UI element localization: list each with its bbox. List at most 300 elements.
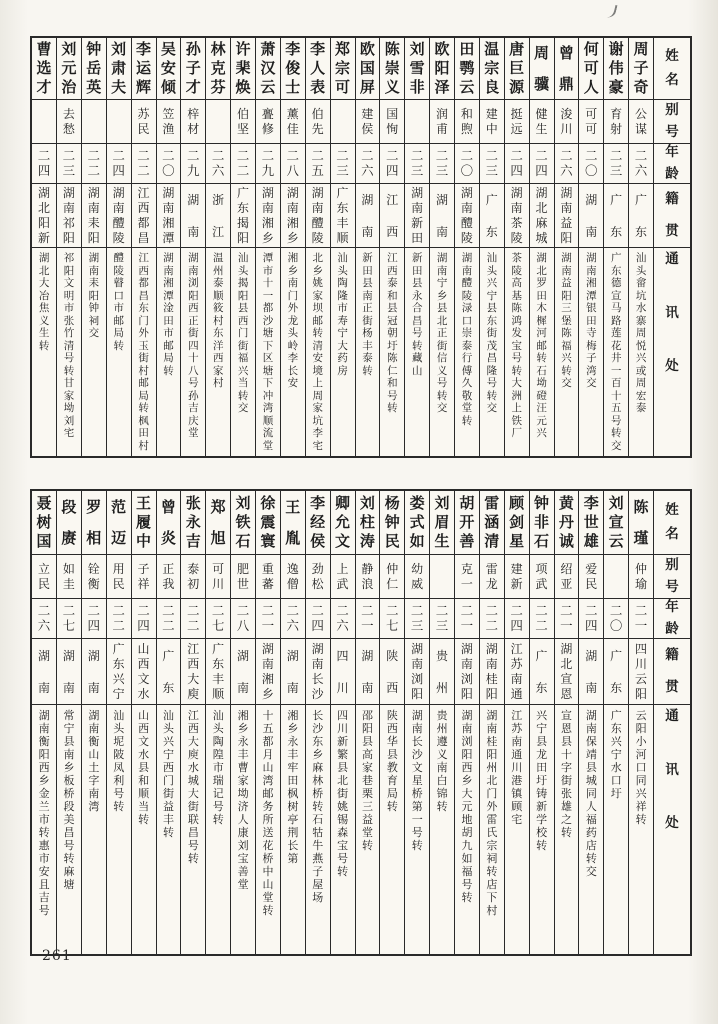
entry-column: [255, 491, 280, 954]
name-cell: 李 经 侯: [306, 491, 330, 555]
alias-cell: [604, 555, 628, 599]
entry-column: [230, 38, 255, 456]
name-cell: 曾 鼎: [555, 38, 579, 100]
age-cell: 二 二: [132, 144, 156, 184]
origin-cell: 广 东 丰 顺: [331, 184, 355, 248]
name-cell: 杨 钟 民: [380, 491, 404, 555]
origin-cell: 湖 南: [82, 639, 106, 705]
row-header-origin: 籍 贯: [654, 184, 690, 248]
age-cell: 二 三: [430, 599, 454, 639]
name-cell: 刘 眉 生: [430, 491, 454, 555]
alias-cell: 伯 坚: [231, 100, 255, 144]
entry-column: [330, 38, 355, 456]
name-cell: 唐 巨 源: [505, 38, 529, 100]
name-cell: 卿 允 文: [331, 491, 355, 555]
alias-cell: 立 民: [32, 555, 56, 599]
name-cell: 刘 宣 云: [604, 491, 628, 555]
origin-cell: 广 东 揭 阳: [231, 184, 255, 248]
name-cell: 田 鹗 云: [455, 38, 479, 100]
address-cell: 湖 南 保 靖 县 城 同 人 福 药 店 转 交: [585, 709, 597, 878]
entry-column: [355, 38, 380, 456]
age-cell: 二 四: [82, 599, 106, 639]
name-cell: 李 人 表: [306, 38, 330, 100]
entry-column: [180, 491, 205, 954]
entry-column: [529, 491, 554, 954]
alias-cell: 可 可: [579, 100, 603, 144]
address-cell: 贵 州 遵 义 南 白 锦 转: [436, 709, 448, 813]
age-cell: 二 三: [604, 144, 628, 184]
entry-column: [429, 38, 454, 456]
address-cell: 山 西 文 水 县 和 顺 当 转: [138, 709, 150, 826]
alias-cell: 如 圭: [57, 555, 81, 599]
address-cell: 醴 陵 瞽 口 市 邮 局 转: [113, 252, 124, 352]
name-cell: 顾 剑 星: [505, 491, 529, 555]
address-cell: 汕 头 兴 宁 西 门 街 益 丰 转: [162, 709, 174, 839]
name-cell: 刘 肃 夫: [107, 38, 131, 100]
age-cell: 二 二: [231, 144, 255, 184]
alias-cell: 静 浪: [356, 555, 380, 599]
age-cell: 二 二: [181, 599, 205, 639]
origin-cell: 湖 北 麻 城: [530, 184, 554, 248]
entry-column: [554, 491, 579, 954]
alias-cell: 克 一: [455, 555, 479, 599]
origin-cell: 湖 南 浏 阳: [455, 639, 479, 705]
age-cell: 二 一: [555, 599, 579, 639]
name-cell: 李 世 雄: [579, 491, 603, 555]
address-cell: 新 田 县 永 合 昌 号 转 藏 山: [411, 252, 423, 377]
origin-cell: 湖 南 新 田: [405, 184, 429, 248]
age-cell: 二 七: [206, 599, 230, 639]
age-cell: 二 八: [281, 144, 305, 184]
entry-column: [205, 491, 230, 954]
address-cell: 广 东 兴 宁 水 口 圩: [610, 709, 622, 800]
entry-column: [106, 491, 131, 954]
address-cell: 湖 南 浏 阳 西 乡 大 元 地 胡 九 如 福 号 转: [461, 709, 473, 904]
name-cell: 郑 宗 可: [331, 38, 355, 100]
age-cell: 二 三: [480, 144, 504, 184]
entry-column: [355, 491, 380, 954]
entry-column: [280, 38, 305, 456]
name-cell: 黄 丹 诚: [555, 491, 579, 555]
origin-cell: 江 苏 南 通: [505, 639, 529, 705]
name-cell: 胡 开 善: [455, 491, 479, 555]
entry-column: [504, 38, 529, 456]
origin-cell: 广 东: [604, 184, 628, 248]
age-cell: 二 四: [32, 144, 56, 184]
age-cell: 二 四: [579, 599, 603, 639]
origin-cell: 江 西 都 昌: [132, 184, 156, 248]
address-cell: 汕 头 陶 隆 市 寿 宁 大 药 房: [337, 252, 348, 377]
age-cell: 二 九: [256, 144, 280, 184]
origin-cell: 湖 南 醴 陵: [107, 184, 131, 248]
age-cell: 二 〇: [579, 144, 603, 184]
name-cell: 许 棐 焕: [231, 38, 255, 100]
age-cell: 二 六: [629, 144, 653, 184]
origin-cell: 陕 西: [380, 639, 404, 705]
age-cell: 二 〇: [604, 599, 628, 639]
name-cell: 曾 炎: [157, 491, 181, 555]
origin-cell: 贵 州: [430, 639, 454, 705]
alias-cell: 泰 初: [181, 555, 205, 599]
address-cell: 湖 南 湘 潭 淦 田 市 邮 局 转: [163, 252, 174, 377]
address-cell: 湖 南 醴 陵 渌 口 崇 泰 行 傅 久 敬 堂 转: [461, 252, 473, 427]
origin-cell: 湖 南 桂 阳: [480, 639, 504, 705]
address-cell: 潭 市 十 一 都 沙 塘 下 区 塘 下 冲 湾 顺 流 堂: [262, 252, 274, 452]
origin-cell: 广 东: [480, 184, 504, 248]
address-cell: 邵 阳 县 高 家 巷 栗 三 益 堂 转: [361, 709, 373, 852]
address-cell: 江 西 都 昌 东 门 外 玉 街 村 邮 局 转 枫 田 村: [138, 252, 149, 452]
age-cell: 二 二: [82, 144, 106, 184]
alias-cell: 公 谋: [629, 100, 653, 144]
entry-column: [230, 491, 255, 954]
age-cell: 二 三: [405, 144, 429, 184]
address-cell: 汕 头 畲 坑 水 寨 周 悦 兴 或 周 宏 泰: [635, 252, 647, 414]
origin-cell: 四 川: [331, 639, 355, 705]
alias-cell: 伯 先: [306, 100, 330, 144]
age-cell: 二 一: [256, 599, 280, 639]
name-cell: 刘 铁 石: [231, 491, 255, 555]
name-cell: 范 迈: [107, 491, 131, 555]
alias-cell: 和 煦: [455, 100, 479, 144]
address-cell: 汕 头 兴 宁 县 东 街 茂 昌 隆 号 转 交: [486, 252, 498, 414]
age-cell: 二 六: [206, 144, 230, 184]
entry-column: [56, 491, 81, 954]
name-cell: 吴 安 倾: [157, 38, 181, 100]
row-header-age: 年 龄: [654, 599, 690, 639]
entry-column: [429, 491, 454, 954]
alias-cell: 爱 民: [579, 555, 603, 599]
name-cell: 王 履 中: [132, 491, 156, 555]
origin-cell: 湖 南 浏 阳: [405, 639, 429, 705]
alias-cell: 用 民: [107, 555, 131, 599]
address-cell: 云 阳 小 河 口 同 兴 祥 转: [635, 709, 647, 826]
name-cell: 林 克 芬: [206, 38, 230, 100]
row-header-column: [653, 38, 690, 456]
alias-cell: 雷 龙: [480, 555, 504, 599]
alias-cell: 育 射: [604, 100, 628, 144]
alias-cell: [405, 100, 429, 144]
row-header-alias: 别 号: [654, 100, 690, 144]
origin-cell: 湖 南: [57, 639, 81, 705]
alias-cell: 铨 衡: [82, 555, 106, 599]
entry-column: [504, 491, 529, 954]
address-cell: 四 川 新 繁 县 北 街 姚 锡 森 宝 号 转: [337, 709, 349, 878]
name-cell: 萧 汉 云: [256, 38, 280, 100]
row-header-name: 姓 名: [654, 491, 690, 555]
age-cell: 二 六: [331, 599, 355, 639]
address-cell: 湖 南 衡 山 土 字 南 湾: [88, 709, 100, 813]
name-cell: 周 子 奇: [629, 38, 653, 100]
age-cell: 二 一: [455, 599, 479, 639]
name-cell: 聂 树 国: [32, 491, 56, 555]
name-cell: 钟 非 石: [530, 491, 554, 555]
alias-cell: 梓 材: [181, 100, 205, 144]
origin-cell: 湖 南 祁 阳: [57, 184, 81, 248]
name-cell: 郑 旭: [206, 491, 230, 555]
entry-column: [603, 491, 628, 954]
entry-column: [330, 491, 355, 954]
age-cell: 二 〇: [157, 144, 181, 184]
entry-column: [32, 38, 56, 456]
alias-cell: 亹 修: [256, 100, 280, 144]
origin-cell: 湖 南 耒 阳: [82, 184, 106, 248]
alias-cell: 上 武: [331, 555, 355, 599]
age-cell: 二 三: [57, 144, 81, 184]
alias-cell: 子 祥: [132, 555, 156, 599]
alias-cell: 国 恂: [380, 100, 404, 144]
age-cell: 二 〇: [455, 144, 479, 184]
name-cell: 李 运 辉: [132, 38, 156, 100]
address-cell: 汕 头 坭 陂 凤 利 号 转: [113, 709, 125, 813]
address-cell: 湖 南 浏 阳 西 正 街 四 十 八 号 孙 吉 庆 堂: [188, 252, 199, 439]
origin-cell: 湖 南: [579, 639, 603, 705]
name-cell: 段 赓: [57, 491, 81, 555]
address-cell: 湖 北 罗 田 木 樨 河 邮 转 石 坳 磴 汪 元 兴: [536, 252, 547, 439]
entry-column: [81, 491, 106, 954]
origin-cell: 广 东: [157, 639, 181, 705]
address-cell: 汕 头 陶 隍 市 瑞 记 号 转: [212, 709, 224, 826]
address-cell: 常 宁 县 南 乡 板 桥 段 美 昌 号 转 麻 塘: [63, 709, 75, 891]
alias-cell: 重 蕃: [256, 555, 280, 599]
alias-cell: [331, 100, 355, 144]
entry-column: [554, 38, 579, 456]
alias-cell: 薰 佳: [281, 100, 305, 144]
name-cell: 陈 崇 义: [380, 38, 404, 100]
age-cell: 二 八: [231, 599, 255, 639]
age-cell: 二 三: [430, 144, 454, 184]
origin-cell: 山 西 文 水: [132, 639, 156, 705]
age-cell: 二 四: [505, 599, 529, 639]
age-cell: 二 二: [530, 599, 554, 639]
address-cell: 茶 陵 高 基 陈 鸿 发 宝 号 转 大 洲 上 铁 厂: [511, 252, 522, 439]
age-cell: 二 四: [505, 144, 529, 184]
origin-cell: 广 东: [629, 184, 653, 248]
alias-cell: 绍 亚: [555, 555, 579, 599]
address-cell: 湘 乡 南 门 外 龙 头 岭 李 长 安: [287, 252, 299, 389]
origin-cell: 江 西 大 庾: [181, 639, 205, 705]
entry-column: [156, 38, 181, 456]
row-header-column: [653, 491, 690, 954]
origin-cell: 湖 南: [181, 184, 205, 248]
address-cell: 汕 头 揭 阳 县 西 门 街 福 兴 当 转 交: [237, 252, 249, 414]
name-cell: 王 胤: [281, 491, 305, 555]
row-header-origin: 籍 贯: [654, 639, 690, 705]
row-header-alias: 别 号: [654, 555, 690, 599]
row-header-age: 年 龄: [654, 144, 690, 184]
alias-cell: 浚 川: [555, 100, 579, 144]
address-cell: 湖 南 宁 乡 县 北 正 街 信 义 号 转 交: [436, 252, 448, 414]
pen-mark: [604, 3, 617, 19]
directory-table-top: [30, 36, 692, 458]
name-cell: 徐 震 寰: [256, 491, 280, 555]
alias-cell: 笠 渔: [157, 100, 181, 144]
address-cell: 湘 乡 永 丰 曹 家 坳 济 人 康 刘 宝 善 堂: [237, 709, 249, 891]
origin-cell: 湖 南: [281, 639, 305, 705]
address-cell: 湘 乡 永 丰 牢 田 枫 树 亭 荆 长 第: [287, 709, 299, 865]
entry-column: [578, 38, 603, 456]
origin-cell: 湖 北 阳 新: [32, 184, 56, 248]
alias-cell: 劲 松: [306, 555, 330, 599]
alias-cell: 项 武: [530, 555, 554, 599]
row-header-address: 通 讯 处: [665, 708, 679, 831]
origin-cell: 湖 南 湘 乡: [281, 184, 305, 248]
name-cell: 孙 子 才: [181, 38, 205, 100]
age-cell: 二 三: [405, 599, 429, 639]
age-cell: 二 四: [107, 144, 131, 184]
age-cell: 二 四: [306, 599, 330, 639]
entry-column: [305, 491, 330, 954]
age-cell: 二 七: [380, 599, 404, 639]
origin-cell: 湖 南 长 沙: [306, 639, 330, 705]
entry-column: [131, 38, 156, 456]
origin-cell: 浙 江: [206, 184, 230, 248]
address-cell: 十 五 都 月 山 湾 邮 务 所 送 花 桥 中 山 堂 转: [262, 709, 274, 917]
origin-cell: 湖 南 益 阳: [555, 184, 579, 248]
origin-cell: 湖 北 宣 恩: [555, 639, 579, 705]
address-cell: 温 州 泰 顺 筱 村 东 洋 西 家 村: [212, 252, 224, 389]
age-cell: 二 五: [306, 144, 330, 184]
name-cell: 刘 元 治: [57, 38, 81, 100]
address-cell: 湖 南 衡 阳 西 乡 金 兰 市 转 惠 市 安 且 吉 号: [38, 709, 50, 917]
entry-column: [529, 38, 554, 456]
age-cell: 二 四: [380, 144, 404, 184]
address-cell: 新 田 县 南 正 街 杨 丰 泰 转: [362, 252, 373, 377]
alias-cell: 去 愁: [57, 100, 81, 144]
name-cell: 娄 式 如: [405, 491, 429, 555]
age-cell: 二 一: [629, 599, 653, 639]
entry-column: [628, 491, 653, 954]
age-cell: 二 六: [281, 599, 305, 639]
origin-cell: 广 东: [604, 639, 628, 705]
age-cell: 二 六: [32, 599, 56, 639]
origin-cell: 湖 南: [356, 639, 380, 705]
entry-column: [205, 38, 230, 456]
alias-cell: 健 生: [530, 100, 554, 144]
alias-cell: 逸 僧: [281, 555, 305, 599]
origin-cell: 广 东 兴 宁: [107, 639, 131, 705]
alias-cell: [32, 100, 56, 144]
name-cell: 张 永 吉: [181, 491, 205, 555]
alias-cell: 苏 民: [132, 100, 156, 144]
name-cell: 刘 柱 涛: [356, 491, 380, 555]
age-cell: 二 七: [57, 599, 81, 639]
origin-cell: 四 川 云 阳: [629, 639, 653, 705]
name-cell: 欧 国 屏: [356, 38, 380, 100]
name-cell: 雷 涵 清: [480, 491, 504, 555]
entry-column: [404, 38, 429, 456]
entry-column: [404, 491, 429, 954]
origin-cell: 湖 南: [231, 639, 255, 705]
entry-column: [32, 491, 56, 954]
entry-column: [180, 38, 205, 456]
name-cell: 温 宗 良: [480, 38, 504, 100]
entry-column: [379, 38, 404, 456]
origin-cell: 湖 南 醴 陵: [306, 184, 330, 248]
alias-cell: [206, 100, 230, 144]
alias-cell: 润 甫: [430, 100, 454, 144]
alias-cell: [107, 100, 131, 144]
age-cell: 二 二: [107, 599, 131, 639]
address-cell: 兴 宁 县 龙 田 圩 铸 新 学 校 转: [536, 709, 548, 852]
origin-cell: 湖 南: [356, 184, 380, 248]
alias-cell: 挺 远: [505, 100, 529, 144]
entry-column: [479, 491, 504, 954]
entry-column: [454, 38, 479, 456]
age-cell: 二 一: [356, 599, 380, 639]
name-cell: 刘 雪 非: [405, 38, 429, 100]
row-header-name: 姓 名: [654, 38, 690, 100]
age-cell: 二 六: [356, 144, 380, 184]
entry-column: [56, 38, 81, 456]
address-cell: 江 西 大 庾 水 城 大 街 联 昌 号 转: [187, 709, 199, 865]
alias-cell: 建 侯: [356, 100, 380, 144]
name-cell: 陈 瑾: [629, 491, 653, 555]
entry-column: [628, 38, 653, 456]
origin-cell: 湖 南 湘 乡: [256, 184, 280, 248]
alias-cell: 建 中: [480, 100, 504, 144]
age-cell: 二 二: [157, 599, 181, 639]
alias-cell: 可 川: [206, 555, 230, 599]
age-cell: 二 二: [480, 599, 504, 639]
origin-cell: 广 东 丰 顺: [206, 639, 230, 705]
entry-column: [106, 38, 131, 456]
row-header-address: 通 讯 处: [665, 251, 679, 374]
origin-cell: 湖 南 醴 陵: [455, 184, 479, 248]
entry-column: [255, 38, 280, 456]
entry-column: [81, 38, 106, 456]
address-cell: 湖 南 湘 潭 银 田 寺 梅 子 湾 交: [586, 252, 597, 389]
entry-column: [379, 491, 404, 954]
age-cell: 二 九: [181, 144, 205, 184]
origin-cell: 湖 南: [579, 184, 603, 248]
origin-cell: 江 西: [380, 184, 404, 248]
entry-column: [305, 38, 330, 456]
alias-cell: 幼 威: [405, 555, 429, 599]
age-cell: 二 六: [555, 144, 579, 184]
age-cell: 二 四: [530, 144, 554, 184]
address-cell: 湖 北 大 冶 焦 义 生 转: [38, 252, 50, 352]
address-cell: 长 沙 东 乡 麻 林 桥 转 石 牯 牛 燕 子 屋 场: [312, 709, 324, 904]
origin-cell: 湖 南 湘 乡: [256, 639, 280, 705]
name-cell: 欧 阳 泽: [430, 38, 454, 100]
entry-column: [156, 491, 181, 954]
name-cell: 罗 相: [82, 491, 106, 555]
entry-column: [603, 38, 628, 456]
address-cell: 北 乡 姚 家 坝 邮 转 清 安 境 上 周 家 坑 李 宅: [312, 252, 323, 452]
address-cell: 湖 南 桂 阳 州 北 门 外 雷 氏 宗 祠 转 店 下 村: [486, 709, 498, 917]
entry-column: [131, 491, 156, 954]
address-cell: 广 东 德 宣 马 路 莲 花 井 一 百 十 五 号 转 交: [610, 252, 622, 452]
age-cell: 二 四: [132, 599, 156, 639]
name-cell: 曹 选 才: [32, 38, 56, 100]
address-cell: 江 西 泰 和 县 冠 朝 圩 陈 仁 和 号 转: [387, 252, 398, 414]
origin-cell: 湖 南 湘 潭: [157, 184, 181, 248]
name-cell: 谢 伟 豪: [604, 38, 628, 100]
entry-column: [454, 491, 479, 954]
directory-table-bottom: [30, 489, 692, 956]
entry-column: [479, 38, 504, 456]
alias-cell: [82, 100, 106, 144]
address-cell: 陕 西 华 县 教 育 局 转: [386, 709, 398, 813]
address-cell: 宣 恩 县 十 字 街 张 雄 之 转: [560, 709, 572, 839]
alias-cell: 肥 世: [231, 555, 255, 599]
name-cell: 李 俊 士: [281, 38, 305, 100]
age-cell: 二 三: [331, 144, 355, 184]
alias-cell: 仲 瑜: [629, 555, 653, 599]
name-cell: 周 骥: [530, 38, 554, 100]
origin-cell: 湖 南 茶 陵: [505, 184, 529, 248]
address-cell: 江 苏 南 通 川 港 镇 顾 宅: [511, 709, 523, 826]
